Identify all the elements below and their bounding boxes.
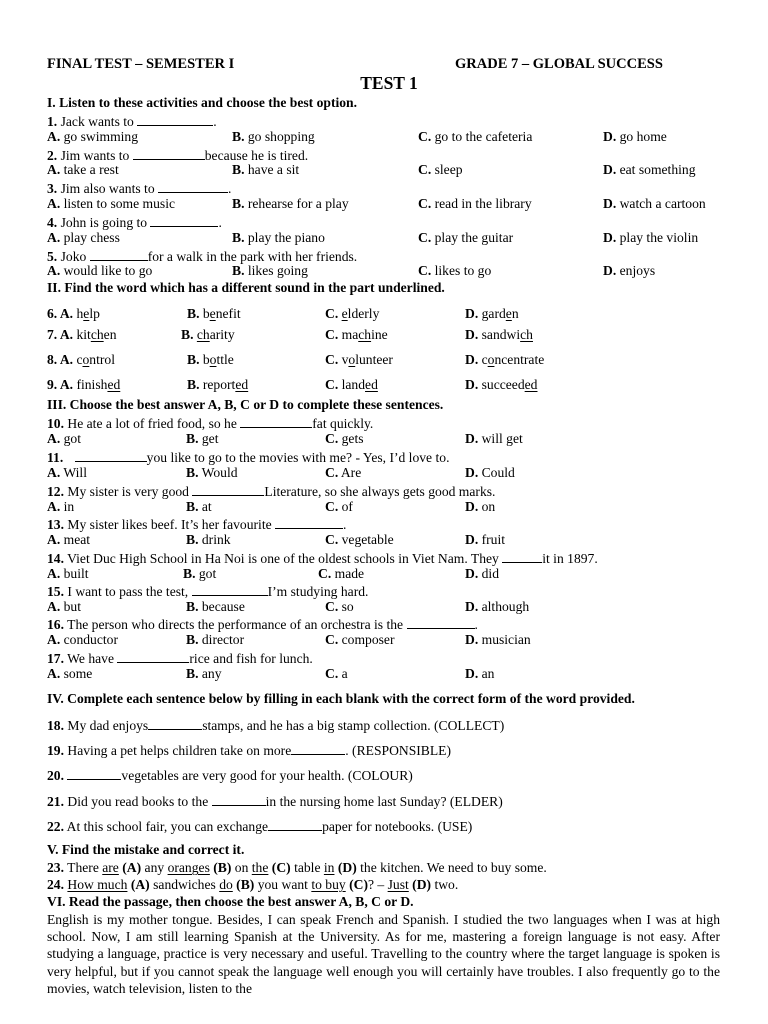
option-1c — [418, 130, 532, 144]
question-5: 5. Joko for a walk in the park with her friends. — [47, 249, 358, 264]
option-17a: A. some — [47, 666, 93, 681]
option-16b: B. director — [186, 632, 245, 647]
reading-passage: English is my mother tongue. Besides, I can speak French and Spanish. I studied the two languages when I was at high school. Now, I am still learning Spanish at the University. As for me, mastering a foreign language is not easy. After studying a language, practice is very necessary and useful. Travelling to the country where the target language is spoken is very helpful, but if you cannot speak the language well enough you will certainly have troubles. I also frequently go to the movies, watch television, listen to the — [47, 912, 720, 996]
question-23: 23. There are (A) any oranges (B) on the (C) table in (D) the kitchen. We need to buy some. — [47, 860, 547, 875]
answer-blank — [150, 214, 218, 227]
option-1b — [232, 130, 315, 144]
question-text-end: because he is tired. — [204, 148, 309, 163]
option-7d: D. sandwich — [465, 327, 533, 342]
answer-blank — [90, 248, 148, 261]
answer-blank — [502, 550, 542, 563]
section-2-heading: II. Find the word which has a different sound in the part underlined. — [47, 280, 445, 295]
option-6d: D. garden — [465, 306, 519, 321]
question-text-end: . — [213, 114, 217, 129]
option-13c: C. vegetable — [325, 532, 394, 547]
exam-header-right: GRADE 7 – GLOBAL SUCCESS — [455, 56, 663, 72]
option-12b: B. at — [186, 499, 212, 514]
exam-header-left: FINAL TEST – SEMESTER I — [47, 56, 235, 72]
option-text: go to the cafeteria — [431, 129, 533, 144]
question-18: 18. My dad enjoys stamps, and he has a big stamp collection. (COLLECT) — [47, 718, 505, 733]
option-9c: C. landed — [325, 377, 378, 392]
option-5d: D. enjoys — [603, 263, 656, 278]
option-2c: C. sleep — [418, 162, 463, 177]
option-17b: B. any — [186, 666, 222, 681]
option-16c: C. composer — [325, 632, 395, 647]
option-12d: D. on — [465, 499, 496, 514]
option-15b: B. because — [186, 599, 245, 614]
option-13a: A. meat — [47, 532, 91, 547]
answer-blank — [192, 483, 264, 496]
question-14: 14. Viet Duc High School in Ha Noi is one of the oldest schools in Viet Nam. They it in 1897. — [47, 551, 598, 566]
answer-blank — [75, 449, 147, 462]
option-16d: D. musician — [465, 632, 531, 647]
question-number: 1. — [47, 114, 58, 129]
answer-blank — [158, 180, 228, 193]
option-text: go shopping — [244, 129, 315, 144]
option-4c: C. play the guitar — [418, 230, 514, 245]
option-letter: D. — [603, 129, 617, 144]
section-4-heading: IV. Complete each sentence below by filling in each blank with the correct form of the word provided. — [47, 691, 635, 706]
option-3a: A. listen to some music — [47, 196, 176, 211]
option-letter: A. — [47, 129, 61, 144]
option-4b: B. play the piano — [232, 230, 325, 245]
question-19: 19. Having a pet helps children take on more . (RESPONSIBLE) — [47, 743, 451, 758]
option-6a: 6. A. help — [47, 306, 100, 321]
option-15d: D. although — [465, 599, 530, 614]
option-3b: B. rehearse for a play — [232, 196, 349, 211]
option-1a — [47, 130, 138, 144]
question-text: Jim wants to — [57, 148, 133, 163]
question-11: 11. you like to go to the movies with me? - Yes, I’d love to. — [47, 450, 450, 465]
option-text: go swimming — [60, 129, 139, 144]
option-6b: B. benefit — [187, 306, 241, 321]
option-4a: A. play chess — [47, 230, 120, 245]
option-8d: D. concentrate — [465, 352, 545, 367]
answer-blank — [212, 793, 266, 806]
answer-blank — [133, 147, 205, 160]
option-6c: C. elderly — [325, 306, 380, 321]
question-21: 21. Did you read books to the in the nursing home last Sunday? (ELDER) — [47, 794, 503, 809]
option-17c: C. a — [325, 666, 348, 681]
question-2 — [47, 147, 308, 163]
option-11b: B. Would — [186, 465, 238, 480]
question-3: 3. Jim also wants to . — [47, 181, 232, 196]
question-1 — [47, 113, 217, 129]
option-7b: B. charity — [181, 327, 235, 342]
section-5-heading: V. Find the mistake and correct it. — [47, 842, 245, 857]
answer-blank — [117, 650, 189, 663]
option-3d: D. watch a cartoon — [603, 196, 706, 211]
answer-blank — [240, 415, 312, 428]
option-16a: A. conductor — [47, 632, 118, 647]
option-9d: D. succeeded — [465, 377, 538, 392]
option-14a: A. built — [47, 566, 89, 581]
option-7a: 7. A. kitchen — [47, 327, 117, 342]
option-15a: A. but — [47, 599, 81, 614]
option-8c: C. volunteer — [325, 352, 393, 367]
option-2a: A. take a rest — [47, 162, 119, 177]
question-10: 10. He ate a lot of fried food, so he fat quickly. — [47, 416, 374, 431]
option-8b: B. bottle — [187, 352, 234, 367]
option-9a: 9. A. finished — [47, 377, 121, 392]
option-2b: B. have a sit — [232, 162, 300, 177]
option-10d: D. will get — [465, 431, 523, 446]
option-12c: C. of — [325, 499, 353, 514]
option-3c: C. read in the library — [418, 196, 532, 211]
option-5b: B. likes going — [232, 263, 308, 278]
option-letter: C. — [418, 129, 432, 144]
question-15: 15. I want to pass the test, I’m studying hard. — [47, 584, 369, 599]
answer-blank — [291, 742, 345, 755]
section-6-heading: VI. Read the passage, then choose the best answer A, B, C or D. — [47, 894, 414, 909]
answer-blank — [268, 818, 322, 831]
option-letter: B. — [232, 129, 245, 144]
answer-blank — [275, 516, 343, 529]
option-4d: D. play the violin — [603, 230, 699, 245]
section-1-heading: I. Listen to these activities and choose the best option. — [47, 95, 358, 110]
option-11c: C. Are — [325, 465, 362, 480]
option-2d: D. eat something — [603, 162, 696, 177]
option-14b: B. got — [183, 566, 217, 581]
question-17: 17. We have rice and fish for lunch. — [47, 651, 313, 666]
option-5a: A. would like to go — [47, 263, 153, 278]
question-number: 2. — [47, 148, 58, 163]
option-7c: C. machine — [325, 327, 388, 342]
question-24: 24. How much (A) sandwiches do (B) you want to buy (C)? – Just (D) two. — [47, 877, 459, 892]
section-3-heading: III. Choose the best answer A, B, C or D to complete these sentences. — [47, 397, 444, 412]
answer-blank — [67, 767, 121, 780]
question-4: 4. John is going to . — [47, 215, 222, 230]
option-14c: C. made — [318, 566, 365, 581]
option-12a: A. in — [47, 499, 75, 514]
option-13b: B. drink — [186, 532, 231, 547]
answer-blank — [407, 616, 475, 629]
option-10a: A. got — [47, 431, 81, 446]
question-22: 22. At this school fair, you can exchange paper for notebooks. (USE) — [47, 819, 473, 834]
question-20: 20. vegetables are very good for your health. (COLOUR) — [47, 768, 413, 783]
option-15c: C. so — [325, 599, 354, 614]
option-10c: C. gets — [325, 431, 364, 446]
option-11a: A. Will — [47, 465, 87, 480]
answer-blank — [148, 717, 202, 730]
test-title: TEST 1 — [360, 73, 418, 93]
option-text: go home — [616, 129, 667, 144]
question-12: 12. My sister is very good Literature, so she always gets good marks. — [47, 484, 496, 499]
option-10b: B. get — [186, 431, 219, 446]
option-17d: D. an — [465, 666, 495, 681]
answer-blank — [137, 113, 213, 126]
option-11d: D. Could — [465, 465, 515, 480]
option-8a: 8. A. control — [47, 352, 115, 367]
option-9b: B. reported — [187, 377, 249, 392]
question-16: 16. The person who directs the performance of an orchestra is the . — [47, 617, 478, 632]
option-14d: D. did — [465, 566, 499, 581]
option-5c: C. likes to go — [418, 263, 492, 278]
option-1d — [603, 130, 667, 144]
question-13: 13. My sister likes beef. It’s her favourite . — [47, 517, 347, 532]
question-text: Jack wants to — [57, 114, 138, 129]
answer-blank — [192, 583, 268, 596]
option-13d: D. fruit — [465, 532, 506, 547]
